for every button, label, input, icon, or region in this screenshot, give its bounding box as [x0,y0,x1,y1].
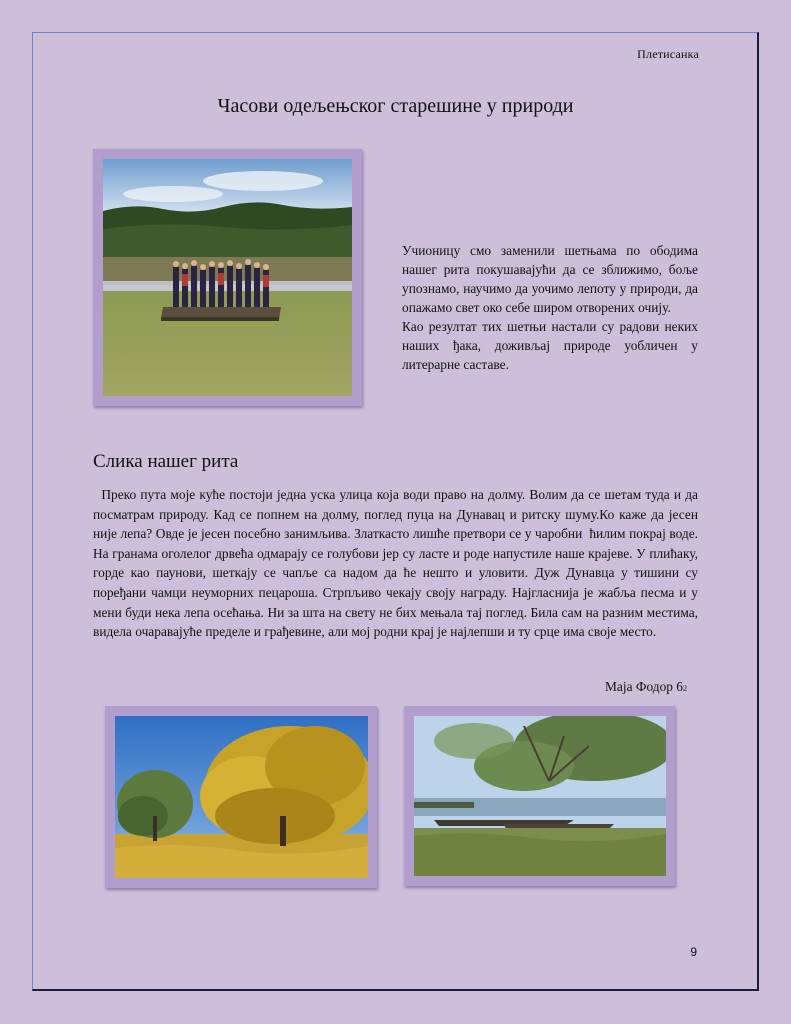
author-class: 2 [683,684,687,693]
running-header: Плетисанка [637,47,699,61]
essay-body: Преко пута моје куће постоји једна уска улица која води право на долму. Волим да се шетам туда и да посматрам природу. Кад се попнем на долму, поглед пуца на Дунавац и ритску шуму.Ко каже да јесен није лепа? Овде је јесен посебно занимљива. Златкасто лишће претвори се у чаробни ћилим покрај воде. На гранама оголелог дрвећа одмарају се голубови јер су ласте и роде напустиле наше крајеве. У плићаку, горде као паунови, шеткају се чапље са надом да ће нешто и уловити. Дуж Дунавца у тишини су поређани чамци неуморних пецароша. Стрпљиво чекају своју награду. Најгласнија је жабља песма и у мени буди нека лепа осећања. Ни за шта на свету не бих мењала тај поглед. Била сам на разним местима, видела очаравајуће пределе и грађевине, али мој родни крај је најлепши и ту срце има своје место. [93,487,702,640]
photo-riverbank [404,706,675,886]
author-signature [605,679,687,695]
intro-paragraph: Учионицу смо заменили шетњама по ободима нашег рита покушавајући да се зближимо, боље упознамо, научимо да уочимо лепоту у природи, да опажамо свет око себе широм отворених очију. [402,243,698,315]
intro-paragraph: Као резултат тих шетњи настали су радови неких наших ђака, доживљај природе уобличен у литерарне саставе. [402,319,698,372]
photo-autumn-trees [105,706,377,888]
riverbank-image [414,716,666,876]
intro-text [402,241,698,374]
autumn-trees-image [115,716,368,878]
essay-heading: Слика нашег рита [93,451,239,472]
class-group-image [103,159,352,396]
page-number: 9 [690,945,697,959]
photo-class-group [93,149,362,406]
author-name: Маја Фодор 6 [605,679,683,694]
article-title: Часови одељењског старешине у природи [217,95,574,117]
